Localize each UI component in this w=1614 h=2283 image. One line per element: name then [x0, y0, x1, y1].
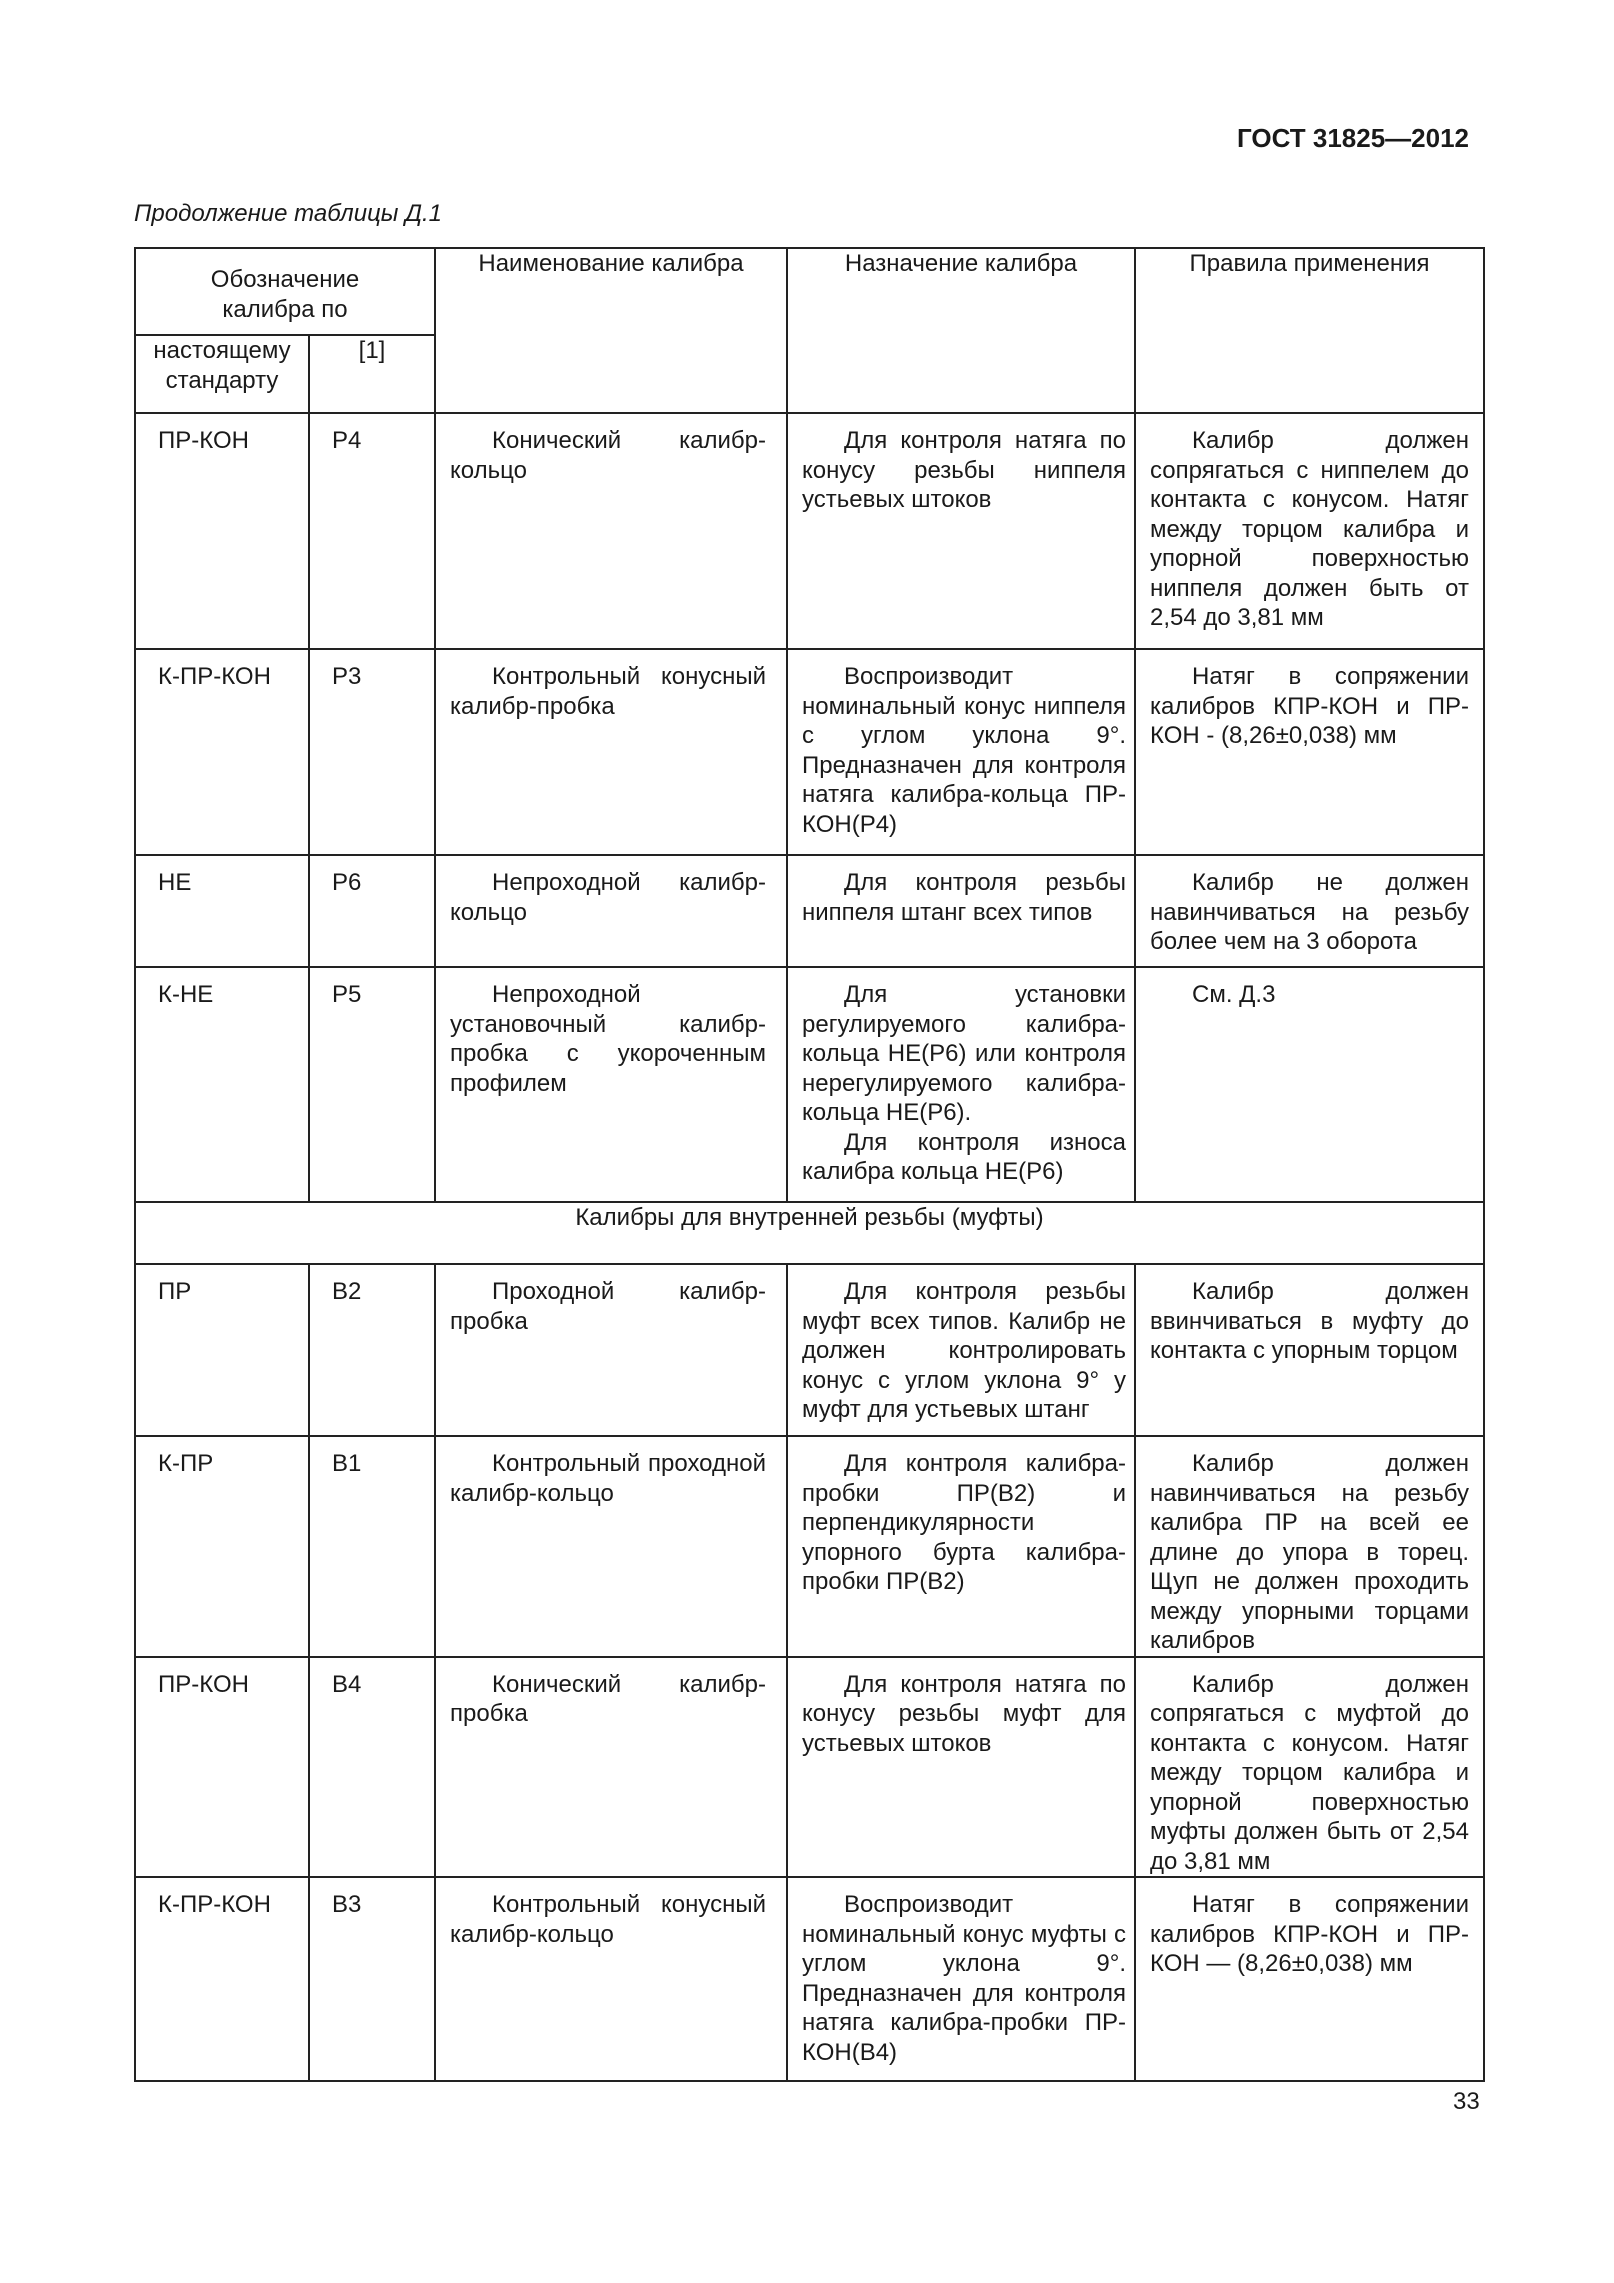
- cell-purpose: Для контроля резьбы муфт всех типов. Калибр не должен контролировать конус с углом уклона 9° у муфт для устьевых штанг: [787, 1264, 1135, 1436]
- cell-gauge-name: Контрольный проходной калибр-кольцо: [435, 1436, 787, 1657]
- cell-designation-std: К-ПР-КОН: [135, 649, 309, 855]
- cell-purpose: Для контроля натяга по конусу резьбы ниппеля устьевых штоков: [787, 413, 1135, 649]
- header-designation-group: Обозначение калибра по: [135, 248, 435, 335]
- cell-designation-std: ПР: [135, 1264, 309, 1436]
- section-row: [135, 1202, 1484, 1264]
- cell-gauge-name: Конический калибр-кольцо: [435, 413, 787, 649]
- cell-designation-std: НЕ: [135, 855, 309, 967]
- cell-designation-ref: В4: [309, 1657, 435, 1878]
- cell-rules: Калибр должен навинчиваться на резьбу калибра ПР на всей ее длине до упора в торец. Щуп не должен проходить между упорными торцами калибров: [1135, 1436, 1484, 1657]
- gauge-table: [134, 247, 1485, 2082]
- cell-designation-ref: В2: [309, 1264, 435, 1436]
- cell-purpose: Воспроизводит номинальный конус ниппеля с углом уклона 9°. Предназначен для контроля натяга калибра-кольца ПР-КОН(Р4): [787, 649, 1135, 855]
- cell-rules: Калибр не должен навинчиваться на резьбу более чем на 3 оборота: [1135, 855, 1484, 967]
- table-row: [135, 1264, 1484, 1436]
- cell-rules: Калибр должен сопрягаться с ниппелем до контакта с конусом. Натяг между торцом калибра и упорной поверхностью ниппеля должен быть от 2,54 до 3,81 мм: [1135, 413, 1484, 649]
- cell-rules: См. Д.3: [1135, 967, 1484, 1202]
- header-this-standard: настоящему стандарту: [135, 335, 309, 413]
- cell-designation-ref: В1: [309, 1436, 435, 1657]
- cell-rules: Натяг в сопряжении калибров КПР-КОН и ПР-КОН - (8,26±0,038) мм: [1135, 649, 1484, 855]
- cell-designation-std: К-ПР: [135, 1436, 309, 1657]
- cell-designation-ref: В3: [309, 1877, 435, 2081]
- table-caption: Продолжение таблицы Д.1: [134, 200, 443, 227]
- cell-designation-std: ПР-КОН: [135, 413, 309, 649]
- cell-gauge-name: Непроходной калибр-кольцо: [435, 855, 787, 967]
- table-row: [135, 649, 1484, 855]
- cell-gauge-name: Конический калибр-пробка: [435, 1657, 787, 1878]
- cell-rules: Калибр должен ввинчиваться в муфту до контакта с упорным торцом: [1135, 1264, 1484, 1436]
- header-purpose: Назначение калибра: [787, 248, 1135, 413]
- table-header-row: [135, 248, 1484, 335]
- table-row: [135, 1657, 1484, 1878]
- cell-rules: Калибр должен сопрягаться с муфтой до контакта с конусом. Натяг между торцом калибра и упорной поверхностью муфты должен быть от 2,54 до 3,81 мм: [1135, 1657, 1484, 1878]
- document-standard-header: ГОСТ 31825—2012: [1237, 123, 1469, 153]
- page-number: 33: [1453, 2088, 1480, 2115]
- cell-gauge-name: Контрольный конусный калибр-кольцо: [435, 1877, 787, 2081]
- table-row: [135, 855, 1484, 967]
- cell-designation-std: ПР-КОН: [135, 1657, 309, 1878]
- table-row: [135, 967, 1484, 1202]
- cell-designation-ref: Р5: [309, 967, 435, 1202]
- cell-gauge-name: Контрольный конусный калибр-пробка: [435, 649, 787, 855]
- cell-gauge-name: Непроходной установочный калибр-пробка с укороченным профилем: [435, 967, 787, 1202]
- cell-purpose: Для контроля калибра-пробки ПР(В2) и перпендикулярности упорного бурта калибра-пробки ПР(В2): [787, 1436, 1135, 1657]
- section-title: Калибры для внутренней резьбы (муфты): [135, 1202, 1484, 1264]
- header-rules: Правила применения: [1135, 248, 1484, 413]
- cell-purpose: Для установки регулируемого калибра-кольца НЕ(Р6) или контроля нерегулируемого калибра-кольца НЕ(Р6). Для контроля износа калибра кольца НЕ(Р6): [787, 967, 1135, 1202]
- cell-gauge-name: Проходной калибр-пробка: [435, 1264, 787, 1436]
- cell-designation-ref: Р3: [309, 649, 435, 855]
- header-reference: [1]: [309, 335, 435, 413]
- cell-designation-ref: Р6: [309, 855, 435, 967]
- cell-designation-std: К-ПР-КОН: [135, 1877, 309, 2081]
- cell-purpose: Воспроизводит номинальный конус муфты с углом уклона 9°. Предназначен для контроля натяга калибра-пробки ПР-КОН(В4): [787, 1877, 1135, 2081]
- table-row: [135, 413, 1484, 649]
- cell-designation-ref: Р4: [309, 413, 435, 649]
- cell-purpose: Для контроля резьбы ниппеля штанг всех типов: [787, 855, 1135, 967]
- table-row: [135, 1436, 1484, 1657]
- cell-purpose: Для контроля натяга по конусу резьбы муфт для устьевых штоков: [787, 1657, 1135, 1878]
- table-row: [135, 1877, 1484, 2081]
- cell-designation-std: К-НЕ: [135, 967, 309, 1202]
- cell-rules: Натяг в сопряжении калибров КПР-КОН и ПР-КОН — (8,26±0,038) мм: [1135, 1877, 1484, 2081]
- header-name: Наименование калибра: [435, 248, 787, 413]
